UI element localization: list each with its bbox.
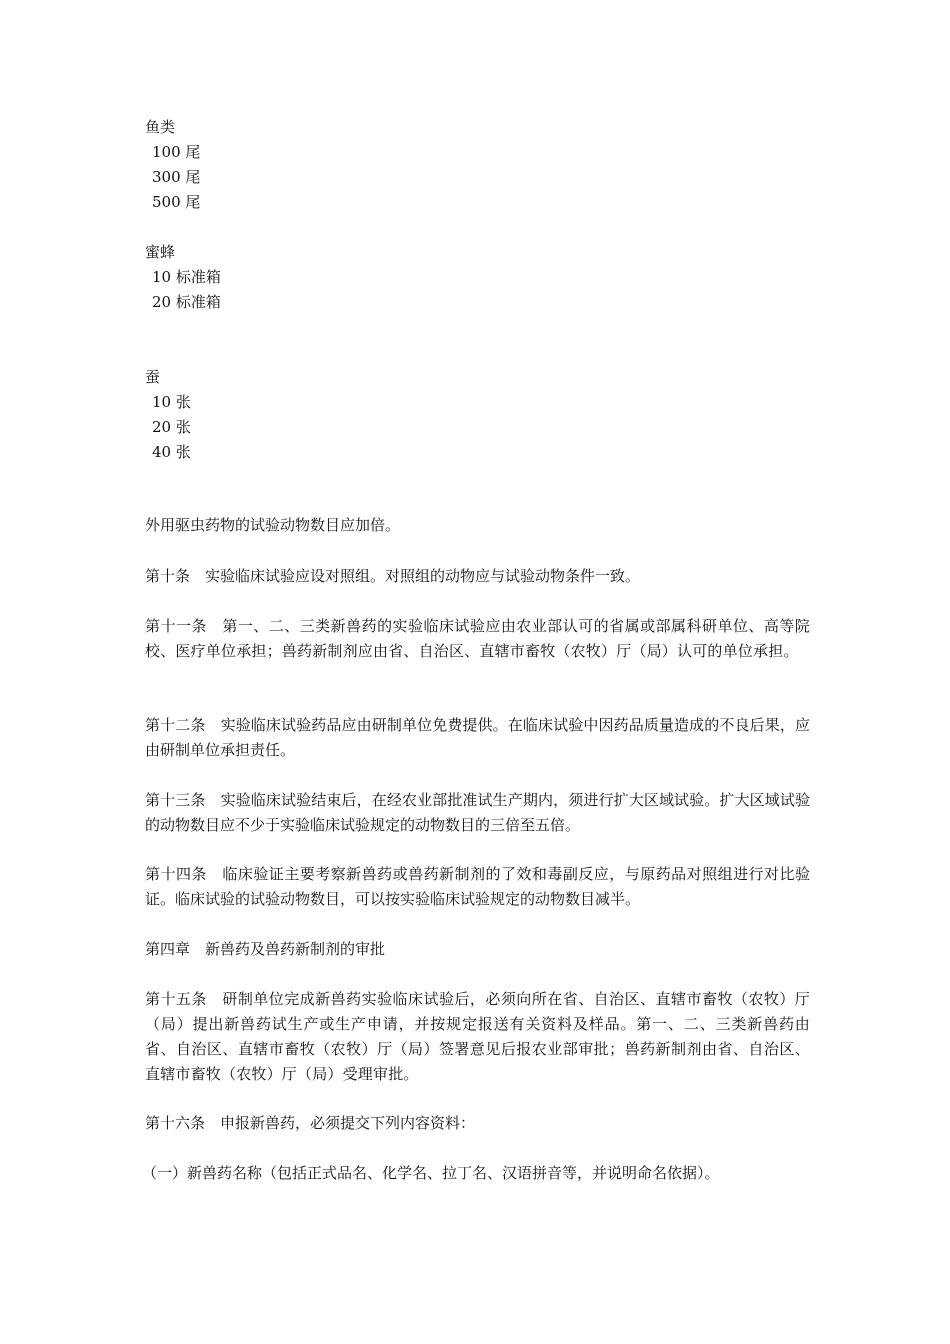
article-16: 第十六条 申报新兽药，必须提交下列内容资料： [145,1114,476,1132]
silkworm-count-3: 40 张 [152,443,191,461]
fish-count-1: 100 尾 [152,143,201,161]
fish-count-2: 300 尾 [152,168,201,186]
bees-count-1: 10 标准箱 [152,268,221,286]
article-13: 第十三条 实验临床试验结束后，在经农业部批准试生产期内，须进行扩大区域试验。扩大区域试验的动物数目应不少于实验临床试验规定的动物数目的三倍至五倍。 [145,791,810,834]
silkworm-label: 蚕 [145,368,161,386]
silkworm-count-1: 10 张 [152,393,191,411]
silkworm-count-2: 20 张 [152,418,191,436]
paragraph-external-dewormer: 外用驱虫药物的试验动物数目应加倍。 [145,516,401,534]
article-12: 第十二条 实验临床试验药品应由研制单位免费提供。在临床试验中因药品质量造成的不良后果，应由研制单位承担责任。 [145,716,810,759]
chapter-4-heading: 第四章 新兽药及兽药新制剂的审批 [145,940,386,958]
item-1: （一）新兽药名称（包括正式品名、化学名、拉丁名、汉语拼音等，并说明命名依据）。 [142,1164,720,1182]
fish-label: 鱼类 [145,118,176,136]
article-14: 第十四条 临床验证主要考察新兽药或兽药新制剂的了效和毒副反应，与原药品对照组进行对比验证。临床试验的试验动物数目，可以按实验临床试验规定的动物数目减半。 [145,865,810,908]
article-11: 第十一条 第一、二、三类新兽药的实验临床试验应由农业部认可的省属或部属科研单位、高等院校、医疗单位承担；兽药新制剂应由省、自治区、直辖市畜牧（农牧）厅（局）认可的单位承担。 [145,617,810,660]
fish-count-3: 500 尾 [152,193,201,211]
article-10: 第十条 实验临床试验应设对照组。对照组的动物应与试验动物条件一致。 [145,567,641,585]
article-15: 第十五条 研制单位完成新兽药实验临床试验后，必须向所在省、自治区、直辖市畜牧（农牧）厅（局）提出新兽药试生产或生产申请，并按规定报送有关资料及样品。第一、二、三类新兽药由省、自治区、直辖市畜牧（农牧）厅（局）签署意见后报农业部审批；兽药新制剂由省、自治区、直辖市畜牧（农牧）厅（局）受理审批。 [145,990,810,1083]
bees-count-2: 20 标准箱 [152,293,221,311]
bees-label: 蜜蜂 [145,243,176,261]
